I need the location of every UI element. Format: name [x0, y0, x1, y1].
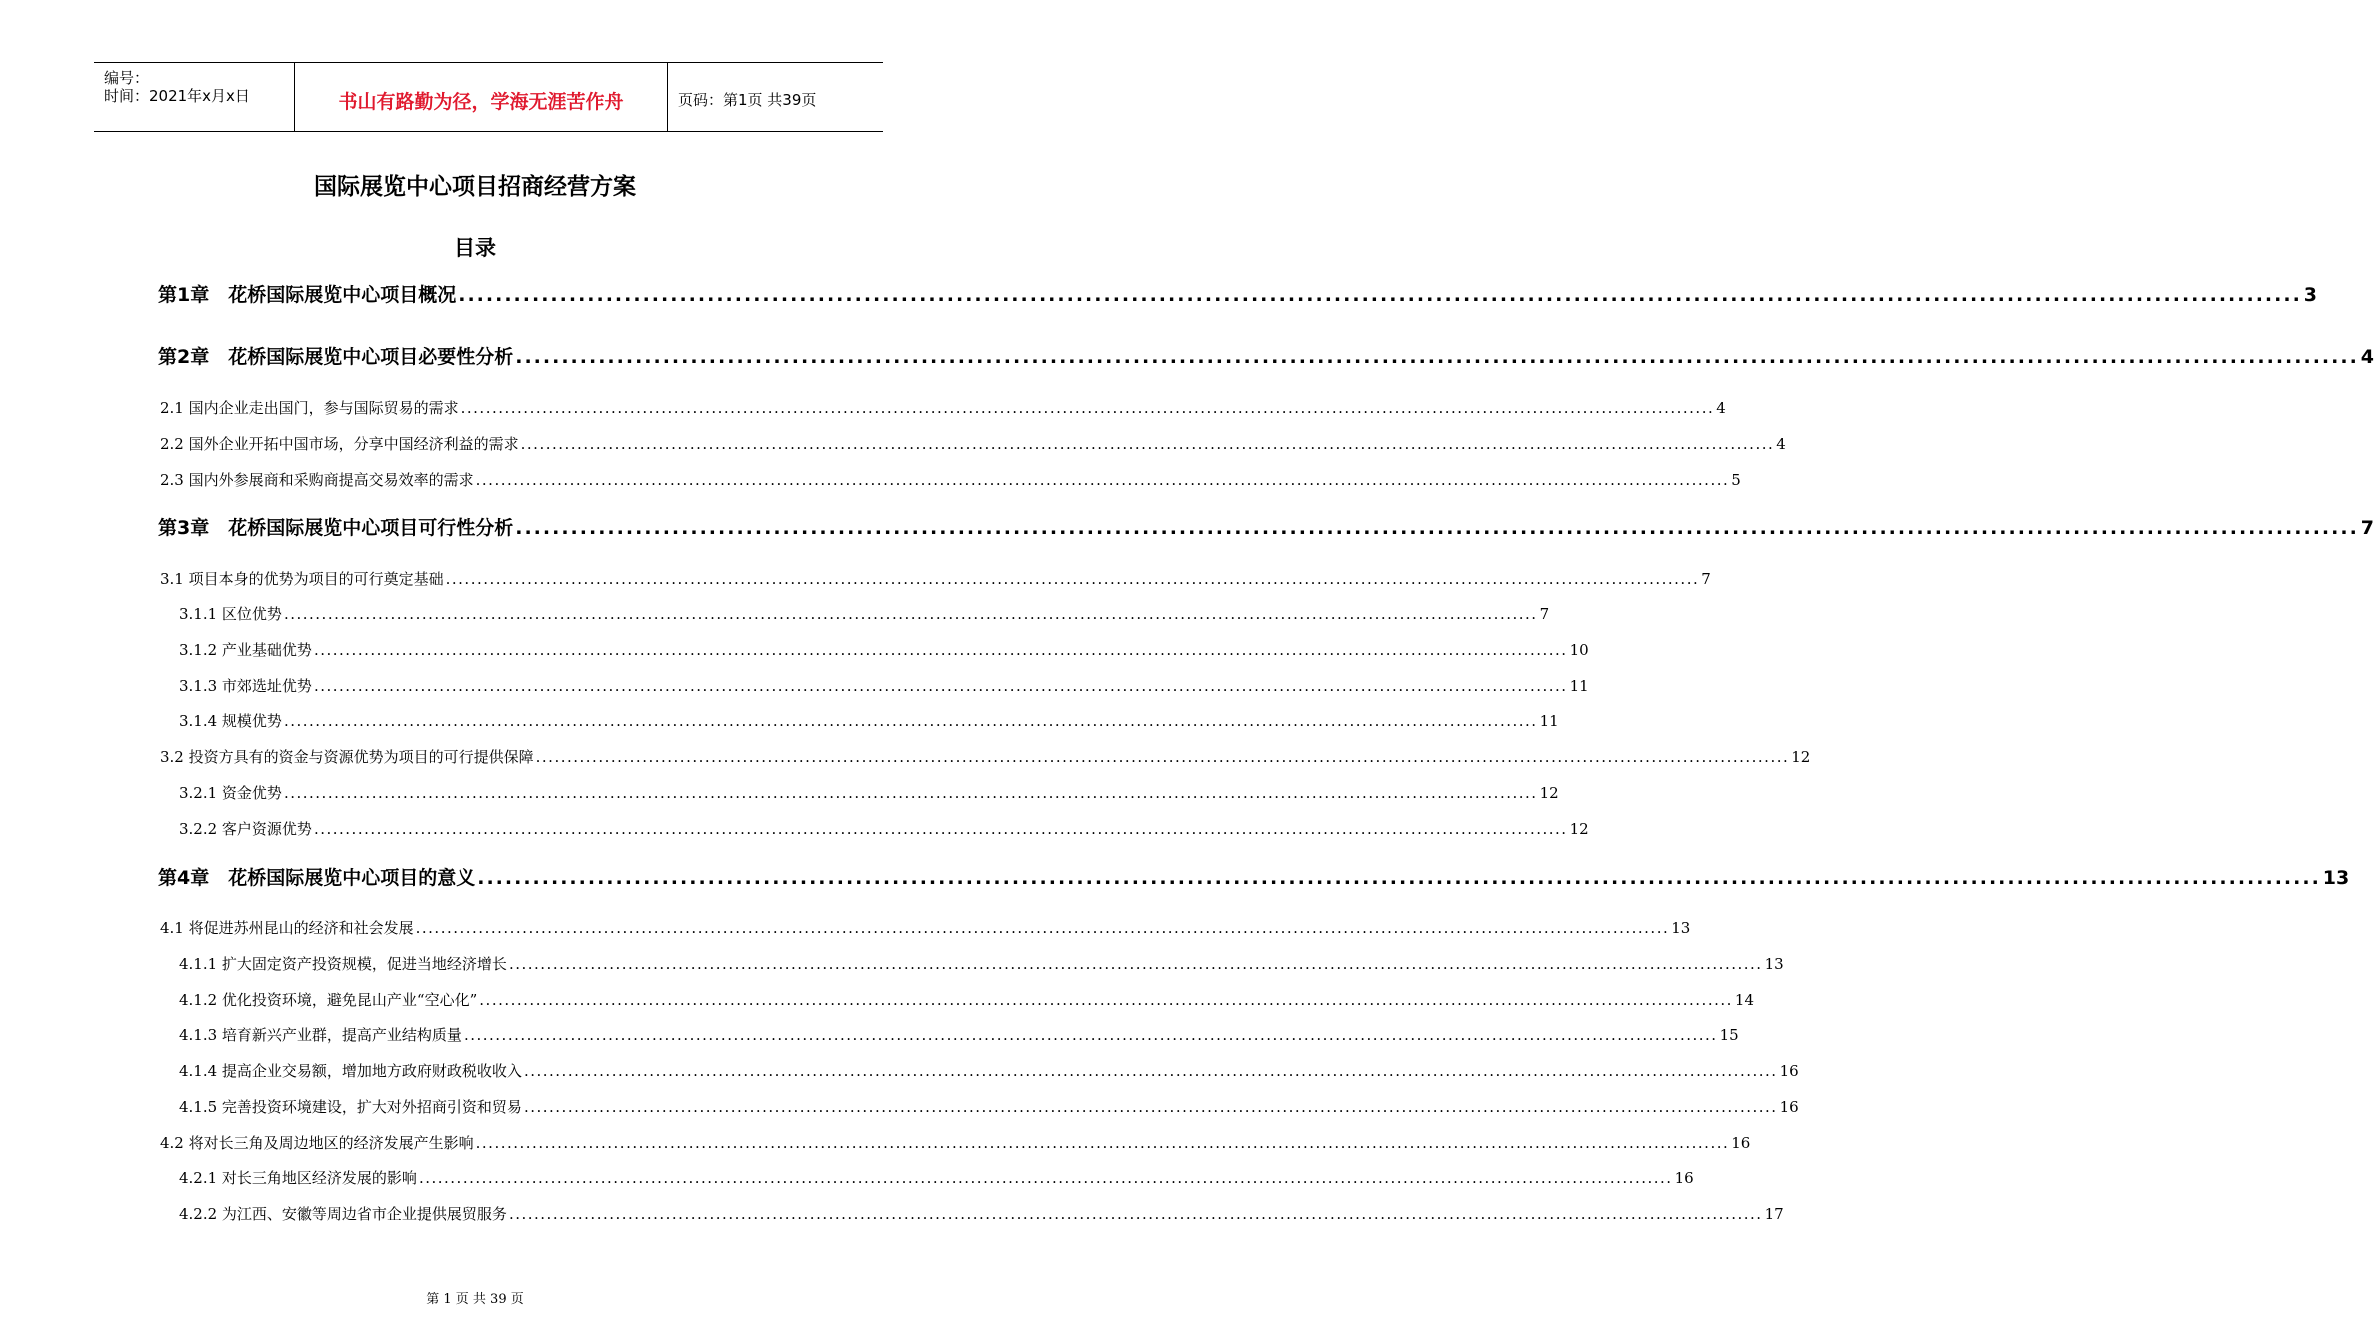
toc-leader-dots: ........................................................................................................................................................................................................ [515, 517, 2359, 539]
time-label: 时间：2021年x月x日 [104, 87, 250, 105]
toc-section-entry[interactable] [160, 433, 1786, 454]
toc-leader-dots: ........................................................................................................................................................................................................ [313, 641, 1568, 659]
toc-section-entry[interactable] [179, 1096, 1799, 1117]
toc-page-number: 13 [1671, 919, 1691, 937]
document-title: 国际展览中心项目招商经营方案 [314, 174, 636, 200]
toc-leader-dots: ........................................................................................................................................................................................................ [523, 1062, 1778, 1080]
toc-leader-dots: ........................................................................................................................................................................................................ [313, 820, 1568, 838]
page-footer: 第 1 页 共 39 页 [426, 1292, 524, 1307]
toc-entry-label: 3.1.1 区位优势 [179, 605, 282, 623]
toc-section-entry[interactable] [179, 953, 1784, 974]
toc-page-number: 16 [1674, 1169, 1694, 1187]
toc-section-entry[interactable] [160, 1132, 1751, 1153]
toc-section-entry[interactable] [179, 639, 1589, 660]
toc-entry-label: 3.1.2 产业基础优势 [179, 641, 312, 659]
toc-chapter-entry[interactable] [158, 280, 2318, 307]
toc-entry-label: 第1章 花桥国际展览中心项目概况 [158, 284, 457, 306]
toc-section-entry[interactable] [179, 710, 1559, 731]
toc-page-number: 17 [1764, 1205, 1784, 1223]
toc-page-number: 16 [1779, 1098, 1799, 1116]
toc-section-entry[interactable] [160, 397, 1726, 418]
toc-section-entry[interactable] [179, 1024, 1739, 1045]
toc-page-number: 16 [1779, 1062, 1799, 1080]
toc-leader-dots: ........................................................................................................................................................................................................ [418, 1169, 1673, 1187]
toc-leader-dots: ........................................................................................................................................................................................................ [475, 471, 1730, 489]
toc-entry-label: 2.2 国外企业开拓中国市场，分享中国经济利益的需求 [160, 435, 519, 453]
toc-entry-label: 4.1.3 培育新兴产业群，提高产业结构质量 [179, 1026, 462, 1044]
toc-leader-dots: ........................................................................................................................................................................................................ [458, 284, 2302, 306]
toc-section-entry[interactable] [160, 746, 1811, 767]
toc-section-entry[interactable] [179, 989, 1754, 1010]
serial-number: 编号： [104, 69, 150, 87]
toc-entry-label: 4.2 将对长三角及周边地区的经济发展产生影响 [160, 1134, 474, 1152]
toc-chapter-entry[interactable] [158, 342, 2374, 369]
toc-heading: 目录 [454, 236, 496, 260]
toc-leader-dots: ........................................................................................................................................................................................................ [508, 1205, 1763, 1223]
toc-page-number: 4 [1776, 435, 1786, 453]
toc-page-number: 4 [1716, 399, 1726, 417]
toc-entry-label: 第3章 花桥国际展览中心项目可行性分析 [158, 517, 514, 539]
toc-entry-label: 4.2.1 对长三角地区经济发展的影响 [179, 1169, 417, 1187]
toc-section-entry[interactable] [160, 469, 1741, 490]
toc-leader-dots: ........................................................................................................................................................................................................ [475, 1134, 1730, 1152]
toc-entry-label: 3.1.4 规模优势 [179, 712, 282, 730]
toc-leader-dots: ........................................................................................................................................................................................................ [283, 605, 1538, 623]
toc-leader-dots: ........................................................................................................................................................................................................ [283, 712, 1538, 730]
toc-page-number: 10 [1569, 641, 1589, 659]
toc-leader-dots: ........................................................................................................................................................................................................ [479, 991, 1733, 1009]
toc-entry-label: 4.1 将促进苏州昆山的经济和社会发展 [160, 919, 414, 937]
toc-entry-label: 4.1.4 提高企业交易额，增加地方政府财政税收收入 [179, 1062, 522, 1080]
toc-entry-label: 4.1.1 扩大固定资产投资规模，促进当地经济增长 [179, 955, 507, 973]
toc-leader-dots: ........................................................................................................................................................................................................ [535, 748, 1790, 766]
toc-entry-label: 2.3 国内外参展商和采购商提高交易效率的需求 [160, 471, 474, 489]
toc-entry-label: 第2章 花桥国际展览中心项目必要性分析 [158, 346, 514, 368]
toc-section-entry[interactable] [179, 1060, 1799, 1081]
toc-page-number: 13 [2322, 867, 2350, 889]
toc-section-entry[interactable] [160, 568, 1711, 589]
toc-leader-dots: ........................................................................................................................................................................................................ [520, 435, 1775, 453]
page-indicator: 页码：第1页 共39页 [678, 91, 817, 109]
header-motto-cell [295, 63, 668, 131]
toc-leader-dots: ........................................................................................................................................................................................................ [283, 784, 1538, 802]
toc-entry-label: 4.1.2 优化投资环境，避免昆山产业“空心化” [179, 991, 478, 1009]
toc-leader-dots: ........................................................................................................................................................................................................ [477, 867, 2321, 889]
motto: 书山有路勤为径，学海无涯苦作舟 [338, 91, 624, 113]
toc-page-number: 11 [1539, 712, 1559, 730]
toc-leader-dots: ........................................................................................................................................................................................................ [313, 677, 1568, 695]
toc-entry-label: 3.1.3 市郊选址优势 [179, 677, 312, 695]
toc-page-number: 11 [1569, 677, 1589, 695]
toc-entry-label: 4.1.5 完善投资环境建设，扩大对外招商引资和贸易 [179, 1098, 522, 1116]
toc-section-entry[interactable] [179, 1167, 1694, 1188]
toc-section-entry[interactable] [179, 782, 1559, 803]
toc-page-number: 7 [1539, 605, 1550, 623]
toc-page-number: 7 [2360, 517, 2374, 539]
toc-entry-label: 3.2.2 客户资源优势 [179, 820, 312, 838]
toc-page-number: 3 [2303, 284, 2318, 306]
toc-leader-dots: ........................................................................................................................................................................................................ [460, 399, 1715, 417]
toc-page-number: 12 [1569, 820, 1589, 838]
toc-section-entry[interactable] [179, 818, 1589, 839]
toc-page-number: 13 [1764, 955, 1784, 973]
toc-page-number: 7 [1701, 570, 1711, 588]
toc-entry-label: 3.1 项目本身的优势为项目的可行奠定基础 [160, 570, 444, 588]
toc-section-entry[interactable] [179, 675, 1589, 696]
header-table [94, 62, 883, 132]
header-page-cell [668, 63, 883, 131]
toc-page-number: 15 [1719, 1026, 1739, 1044]
toc-entry-label: 3.2.1 资金优势 [179, 784, 282, 802]
toc-page-number: 12 [1539, 784, 1559, 802]
toc-leader-dots: ........................................................................................................................................................................................................ [523, 1098, 1778, 1116]
toc-leader-dots: ........................................................................................................................................................................................................ [463, 1026, 1718, 1044]
toc-entry-label: 2.1 国内企业走出国门，参与国际贸易的需求 [160, 399, 459, 417]
toc-leader-dots: ........................................................................................................................................................................................................ [515, 346, 2359, 368]
toc-leader-dots: ........................................................................................................................................................................................................ [415, 919, 1670, 937]
toc-section-entry[interactable] [179, 1203, 1784, 1224]
toc-section-entry[interactable] [160, 917, 1691, 938]
toc-entry-label: 3.2 投资方具有的资金与资源优势为项目的可行提供保障 [160, 748, 534, 766]
toc-section-entry[interactable] [179, 603, 1550, 624]
toc-chapter-entry[interactable] [158, 513, 2374, 540]
toc-page-number: 12 [1791, 748, 1811, 766]
header-meta-cell [94, 63, 295, 131]
toc-page-number: 16 [1731, 1134, 1751, 1152]
toc-leader-dots: ........................................................................................................................................................................................................ [445, 570, 1700, 588]
toc-page-number: 5 [1731, 471, 1741, 489]
toc-entry-label: 4.2.2 为江西、安徽等周边省市企业提供展贸服务 [179, 1205, 507, 1223]
toc-page-number: 4 [2360, 346, 2374, 368]
toc-entry-label: 第4章 花桥国际展览中心项目的意义 [158, 867, 476, 889]
toc-leader-dots: ........................................................................................................................................................................................................ [508, 955, 1763, 973]
toc-chapter-entry[interactable] [158, 863, 2350, 890]
toc-page-number: 14 [1734, 991, 1754, 1009]
